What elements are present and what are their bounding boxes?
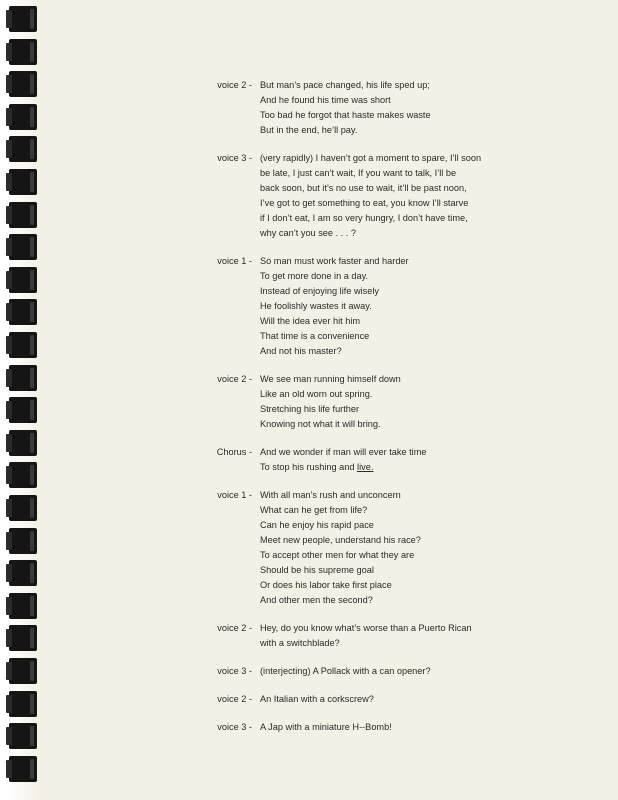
entry-lines (260, 78, 600, 138)
script-entry (200, 664, 600, 679)
binding-ring (9, 593, 37, 619)
script-line: But man’s pace changed, his life sped up; (260, 80, 430, 90)
script-line: Knowing not what it will bring. (260, 419, 381, 429)
script-line: Will the idea ever hit him (260, 316, 361, 326)
script-entry (200, 254, 600, 359)
script-line: why can’t you see . . . ? (260, 228, 357, 238)
binding-ring (9, 528, 37, 554)
script-line: What can he get from life? (260, 505, 368, 515)
script-line: Can he enjoy his rapid pace (260, 520, 374, 530)
script-line: back soon, but it’s no use to wait, it’ll be past noon, (260, 183, 467, 193)
binding-ring (9, 756, 37, 782)
entry-lines (260, 664, 600, 679)
underlined-word: live. (357, 462, 374, 472)
binding-ring (9, 430, 37, 456)
script-line: To accept other men for what they are (260, 550, 415, 560)
binding-ring (9, 136, 37, 162)
script-entry (200, 372, 600, 432)
binding-ring (9, 39, 37, 65)
script-line-text: To stop his rushing and (260, 462, 358, 472)
speaker-label: voice 3 - (217, 666, 252, 676)
script-line: But in the end, he’ll pay. (260, 125, 358, 135)
script-entry (200, 445, 600, 475)
entry-lines (260, 151, 600, 241)
binding-ring (9, 462, 37, 488)
script-line: We see man running himself down (260, 374, 401, 384)
script-line: Or does his labor take first place (260, 580, 392, 590)
entry-lines (260, 692, 600, 707)
speaker-label: voice 1 - (217, 256, 252, 266)
binding-ring (9, 332, 37, 358)
script-line: With all man’s rush and unconcern (260, 490, 401, 500)
script-entry (200, 720, 600, 735)
script-entry (200, 78, 600, 138)
speaker-label: voice 1 - (217, 490, 252, 500)
script-entry (200, 621, 600, 651)
script-line: And other men the second? (260, 595, 373, 605)
speaker-label: voice 3 - (217, 153, 252, 163)
script-line: To get more done in a day. (260, 271, 369, 281)
binding-ring (9, 495, 37, 521)
script-line: And he found his time was short (260, 95, 391, 105)
speaker-label: voice 2 - (217, 623, 252, 633)
script-line: A Jap with a miniature H--Bomb! (260, 722, 392, 732)
binding-ring (9, 169, 37, 195)
binding-ring (9, 104, 37, 130)
spiral-binding (0, 0, 40, 800)
script-line (260, 460, 600, 475)
binding-ring (9, 723, 37, 749)
script-line: if I don’t eat, I am so very hungry, I don’t have time, (260, 213, 468, 223)
entry-lines (260, 720, 600, 735)
speaker-label: voice 2 - (217, 374, 252, 384)
script-body (200, 78, 600, 748)
script-line: be late, I just can’t wait, If you want to talk, I’ll be (260, 168, 457, 178)
binding-ring (9, 365, 37, 391)
speaker-label: voice 2 - (217, 694, 252, 704)
entry-lines (260, 372, 600, 432)
script-entry (200, 692, 600, 707)
binding-ring (9, 397, 37, 423)
script-line: Should be his supreme goal (260, 565, 374, 575)
script-line: (very rapidly) I haven’t got a moment to spare, I’ll soon (260, 153, 482, 163)
script-line: An Italian with a corkscrew? (260, 694, 374, 704)
script-line: with a switchblade? (260, 638, 340, 648)
script-line: Hey, do you know what’s worse than a Puerto Rican (260, 623, 472, 633)
binding-ring (9, 299, 37, 325)
entry-lines (260, 445, 600, 475)
entry-lines (260, 488, 600, 608)
script-line: That time is a convenience (260, 331, 370, 341)
script-entry (200, 151, 600, 241)
binding-ring (9, 560, 37, 586)
binding-ring (9, 6, 37, 32)
binding-ring (9, 658, 37, 684)
script-line: And not his master? (260, 346, 342, 356)
speaker-label: voice 2 - (217, 80, 252, 90)
script-line: And we wonder if man will ever take time (260, 447, 427, 457)
script-line: I’ve got to get something to eat, you know I’ll starve (260, 198, 469, 208)
script-line: (interjecting) A Pollack with a can opener? (260, 666, 431, 676)
binding-ring (9, 691, 37, 717)
entry-lines (260, 621, 600, 651)
binding-ring (9, 625, 37, 651)
entry-lines (260, 254, 600, 359)
speaker-label: voice 3 - (217, 722, 252, 732)
script-line: Too bad he forgot that haste makes waste (260, 110, 431, 120)
speaker-label: Chorus - (216, 447, 252, 457)
script-line: Instead of enjoying life wisely (260, 286, 379, 296)
binding-ring (9, 202, 37, 228)
script-entry (200, 488, 600, 608)
binding-ring (9, 267, 37, 293)
script-line: Meet new people, understand his race? (260, 535, 421, 545)
script-line: So man must work faster and harder (260, 256, 409, 266)
binding-ring (9, 234, 37, 260)
binding-ring (9, 71, 37, 97)
script-line: He foolishly wastes it away. (260, 301, 372, 311)
script-line: Like an old worn out spring. (260, 389, 373, 399)
script-line: Stretching his life further (260, 404, 360, 414)
